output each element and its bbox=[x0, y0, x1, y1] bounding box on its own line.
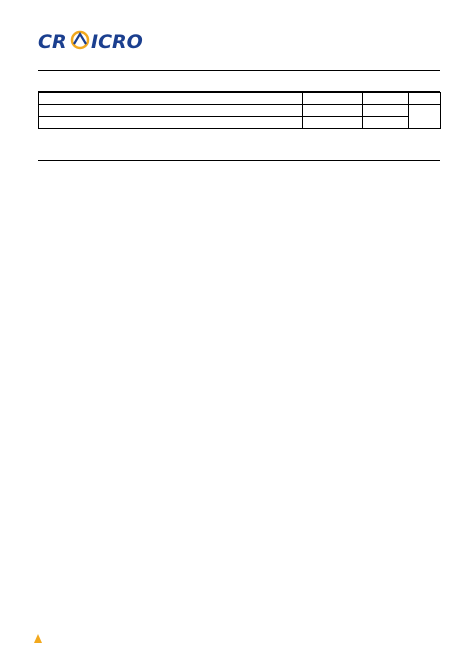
thermal-value bbox=[363, 105, 409, 117]
footer-logo bbox=[32, 631, 72, 649]
thermal-table bbox=[38, 92, 441, 129]
thermal-symbol bbox=[303, 105, 363, 117]
thermal-row bbox=[39, 117, 441, 129]
electrical-rule bbox=[38, 160, 440, 161]
svg-text:CR: CR bbox=[38, 31, 67, 52]
crmicro-logo bbox=[38, 30, 158, 54]
thermal-header-parameter bbox=[39, 93, 303, 105]
thermal-symbol bbox=[303, 117, 363, 129]
thermal-header-unit bbox=[409, 93, 441, 105]
thermal-header-symbol bbox=[303, 93, 363, 105]
thermal-param bbox=[39, 117, 303, 129]
thermal-param bbox=[39, 105, 303, 117]
crmicro-logo-graphic bbox=[38, 30, 158, 52]
thermal-header-value bbox=[363, 93, 409, 105]
thermal-row bbox=[39, 105, 441, 117]
header-rule bbox=[38, 70, 440, 71]
thermal-header-row bbox=[39, 93, 441, 105]
thermal-unit bbox=[409, 105, 441, 129]
thermal-value bbox=[363, 117, 409, 129]
footer-logo-graphic bbox=[32, 631, 72, 647]
svg-text:ICRO: ICRO bbox=[91, 31, 143, 52]
